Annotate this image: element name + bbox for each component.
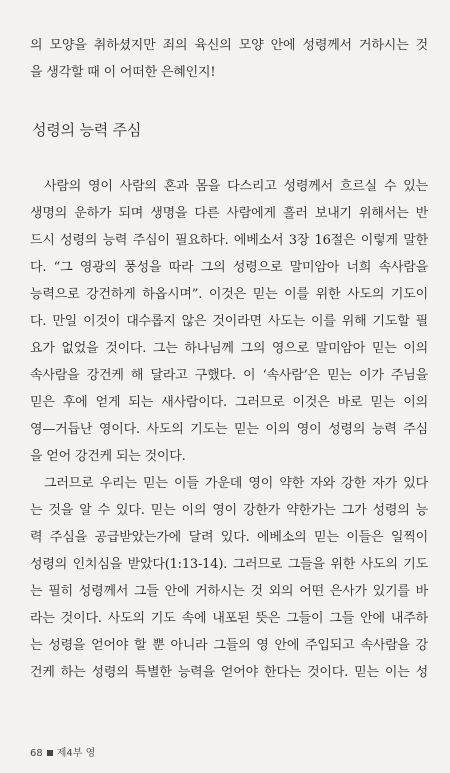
paragraph-line: 요가 없었을 것이다. 그는 하나님께 그의 영으로 말미암아 믿는 이의 xyxy=(30,341,428,356)
paragraph-line: 영—거듭난 영이다. 사도의 기도는 믿는 이의 영이 성령의 능력 주심 xyxy=(30,422,428,437)
paragraph-line: 는 것을 알 수 있다. 믿는 이의 영이 강한가 약한가는 그가 성령의 능 xyxy=(30,503,428,518)
paragraph-line: 속사람을 강건케 해 달라고 구했다. 이 ‘속사람’은 믿는 이가 주님을 xyxy=(30,368,428,383)
paragraph-line: 생명의 운하가 되며 생명을 다른 사람에게 흘러 보내기 위해서는 반 xyxy=(30,206,428,221)
square-bullet-icon xyxy=(47,750,53,756)
paragraph-line: 사람의 영이 사람의 혼과 몸을 다스리고 성령께서 흐르실 수 있는 xyxy=(44,179,428,194)
paragraph-line: 라는 것이다. 사도의 기도 속에 내포된 뜻은 그들이 그들 안에 내주하 xyxy=(30,611,428,626)
intro-line: 의 모양을 취하셨지만 죄의 육신의 모양 안에 성령께서 거하시는 것 xyxy=(30,38,428,53)
paragraph-line: 그러므로 우리는 믿는 이들 가운데 영이 약한 자와 강한 자가 있다 xyxy=(44,476,428,491)
paragraph-line: 능력으로 강건하게 하옵시며”. 이것은 믿는 이를 위한 사도의 기도이 xyxy=(30,287,428,302)
paragraph-line: 력 주심을 공급받았는가에 달려 있다. 에베소의 믿는 이들은 일찍이 xyxy=(30,530,428,545)
paragraph-line: 다. 만일 이것이 대수롭지 않은 것이라면 사도는 이를 위해 기도할 필 xyxy=(30,314,428,329)
paragraph-line: 성령의 인치심을 받았다(1:13-14). 그러므로 그들을 위한 사도의 기도 xyxy=(30,557,428,572)
paragraph-line: 드시 성령의 능력 주심이 필요하다. 에베소서 3장 16절은 이렇게 말한 xyxy=(30,233,428,248)
page-number: 68 xyxy=(30,748,43,759)
paragraph-line: 다. “그 영광의 풍성을 따라 그의 성령으로 말미암아 너희 속사람을 xyxy=(30,260,428,275)
paragraph-line: 는 성령을 얻어야 할 뿐 아니라 그들의 영 안에 주입되고 속사람을 강 xyxy=(30,638,428,653)
intro-line: 을 생각할 때 이 어떠한 은혜인지! xyxy=(30,65,216,80)
page-footer xyxy=(30,744,95,759)
paragraph-line: 믿은 후에 얻게 되는 새사람이다. 그러므로 이것은 바로 믿는 이의 xyxy=(30,395,428,410)
paragraph-line: 을 얻어 강건케 되는 것이다. xyxy=(30,449,186,464)
paragraph-line: 건케 하는 성령의 특별한 능력을 얻어야 한다는 것이다. 믿는 이는 성 xyxy=(30,665,428,680)
part-label: 제4부 영 xyxy=(56,748,96,759)
section-heading: 성령의 능력 주심 xyxy=(32,121,142,139)
paragraph-line: 는 필히 성령께서 그들 안에 거하시는 것 외의 어떤 은사가 있기를 바 xyxy=(30,584,428,599)
